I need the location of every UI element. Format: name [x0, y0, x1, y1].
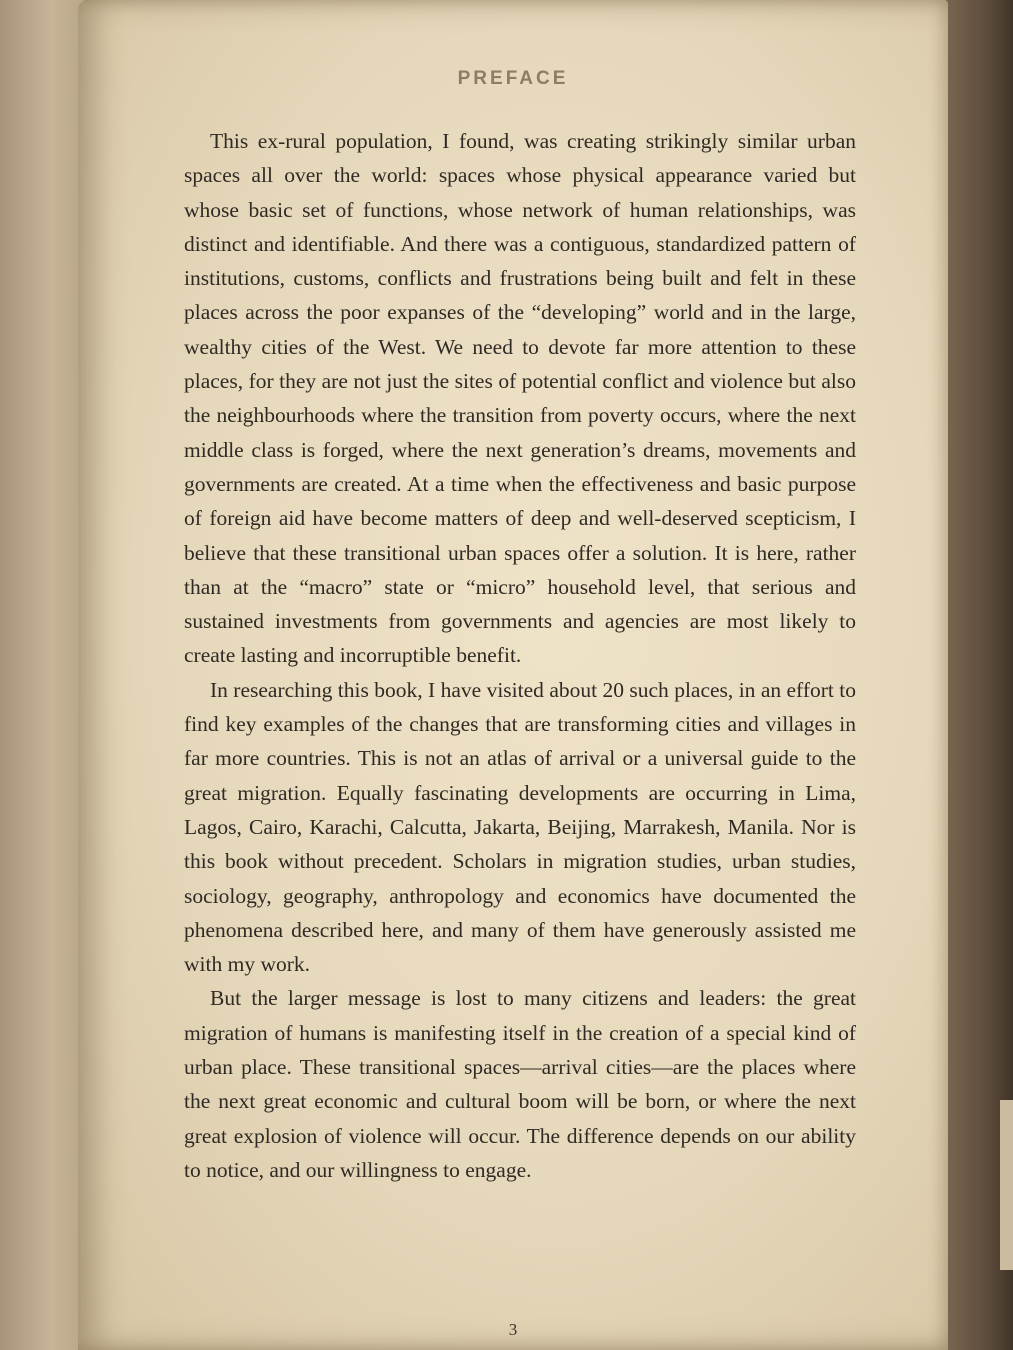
page-number: 3 [508, 1320, 518, 1339]
paragraph-3: But the larger message is lost to many citizens and leaders: the great migration of humans is manifesting itself in the creation of a special kind of urban place. These transitional spaces—arrival cities—are the places where the next great economic and cultural boom will be born, or where the next great explosion of violence will occur. The difference depends on our ability to notice, and our willingness to engage. [184, 986, 856, 1182]
left-page-edge [0, 0, 86, 1350]
running-head: PREFACE [457, 68, 569, 89]
adjacent-page-fragment [1000, 1100, 1013, 1270]
paragraph-2: In researching this book, I have visited about 20 such places, in an effort to find key examples of the changes that are transforming cities and villages in far more countries. This is not an atlas of arrival or a universal guide to the great migration. Equally fascinating developments are occurring in Lima, Lagos, Cairo, Karachi, Calcutta, Jakarta, Beijing, Marrakesh, Manila. Nor is this book without precedent. Scholars in migration studies, urban studies, sociology, geography, anthropology and economics have documented the phenomena described here, and many of them have generously assisted me with my work. [184, 677, 856, 977]
book-page [78, 0, 948, 1350]
paragraph-1: This ex-rural population, I found, was creating strikingly similar urban spaces all over the world: spaces whose physical appearance varied but whose basic set of functions, whose network of human relationships, was distinct and identifiable. And there was a contiguous, standardized pattern of institutions, customs, conflicts and frustrations being built and felt in these places across the poor expanses of the “developing” world and in the large, wealthy cities of the West. We need to devote far more attention to these places, for they are not just the sites of potential conflict and violence but also the neighbourhoods where the transition from poverty occurs, where the next middle class is forged, where the next generation’s dreams, movements and governments are created. At a time when the effectiveness and basic purpose of foreign aid have become matters of deep and well-deserved scepticism, I believe that these transitional urban spaces offer a solution. It is here, rather than at the “macro” state or “micro” household level, that serious and sustained investments from governments and agencies are most likely to create lasting and incorruptible benefit. [184, 129, 856, 668]
body-text [184, 124, 856, 1187]
